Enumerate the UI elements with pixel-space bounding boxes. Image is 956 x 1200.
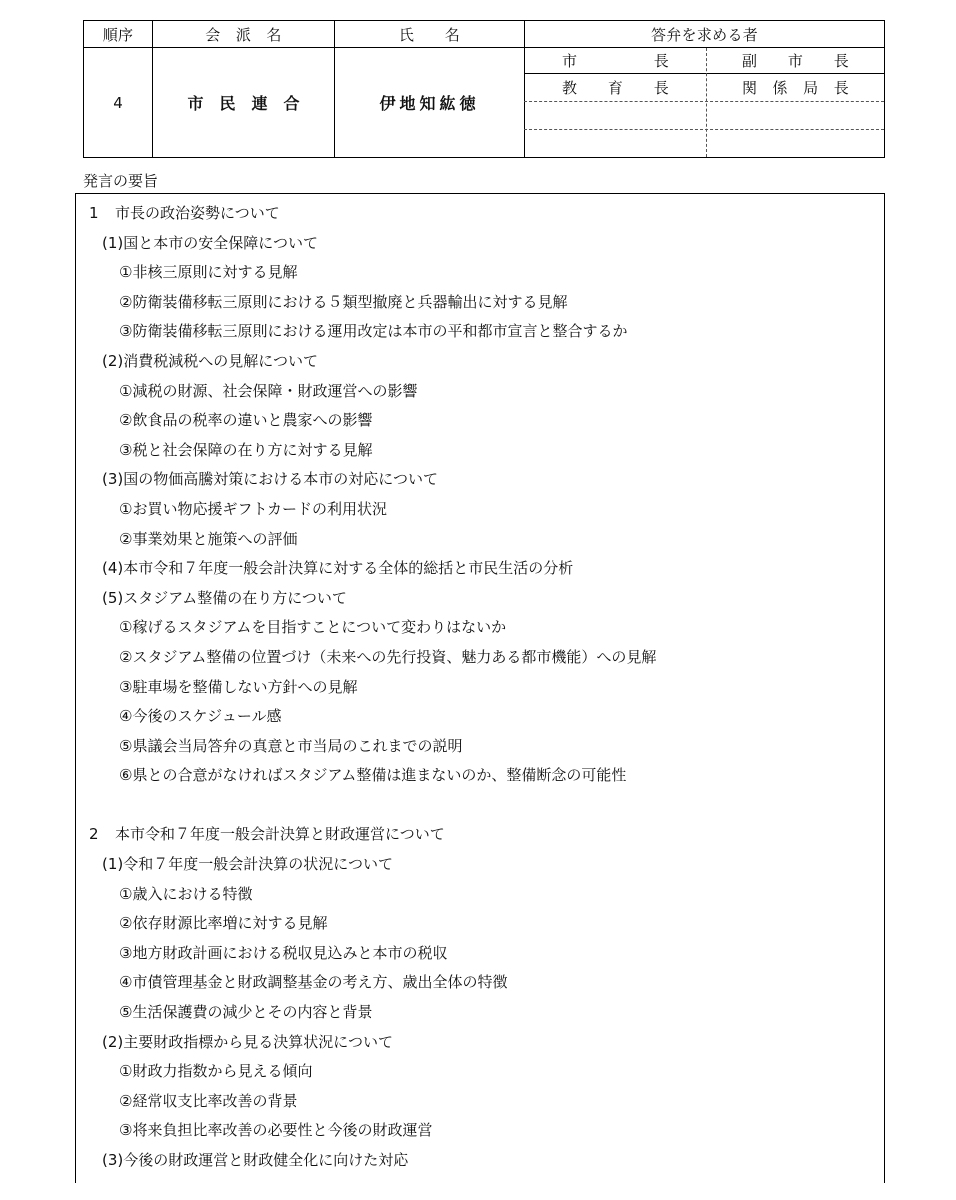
item-text: ④今後のスケジュール感 <box>119 707 282 726</box>
speaker-order: 4 <box>113 93 123 112</box>
header-respondents-label: 答弁を求める者 <box>650 25 759 44</box>
subtopic-item <box>76 347 884 377</box>
detail-item <box>76 613 884 643</box>
header-name-label: 氏 名 <box>398 25 461 44</box>
detail-item <box>76 909 884 939</box>
item-text: ⑤県議会当局答弁の真意と市当局のこれまでの説明 <box>119 736 463 755</box>
section-label: 発言の要旨 <box>83 172 159 190</box>
speech-summary-box <box>75 193 885 1183</box>
detail-item <box>76 317 884 347</box>
item-text: ⑤生活保護費の減少とその内容と背景 <box>119 1003 373 1022</box>
speech-item-list <box>76 199 884 1176</box>
item-text: ③将来負担比率改善の必要性と今後の財政運営 <box>119 1121 433 1140</box>
detail-item <box>76 258 884 288</box>
item-text: ②スタジアム整備の位置づけ（未来への先行投資、魅力ある都市機能）への見解 <box>119 647 657 666</box>
item-text: ②事業効果と施策への評価 <box>119 529 298 548</box>
item-text: (3)今後の財政運営と財政健全化に向けた対応 <box>102 1151 409 1169</box>
item-text: ①お買い物応援ギフトカードの利用状況 <box>119 499 387 518</box>
detail-item <box>76 702 884 732</box>
blank-line <box>76 791 884 821</box>
subtopic-item <box>76 554 884 584</box>
detail-item <box>76 377 884 407</box>
item-text: ②防衛装備移転三原則における５類型撤廃と兵器輸出に対する見解 <box>119 292 568 311</box>
detail-item <box>76 525 884 555</box>
header-order-label: 順序 <box>102 25 134 44</box>
topic-number: 1 <box>89 204 99 222</box>
detail-item <box>76 1116 884 1146</box>
item-text: (5)スタジアム整備の在り方について <box>102 588 347 607</box>
detail-item <box>76 1057 884 1087</box>
detail-item <box>76 643 884 673</box>
item-text: ②経常収支比率改善の背景 <box>119 1091 298 1110</box>
item-text: ②飲食品の税率の違いと農家への影響 <box>119 411 373 430</box>
item-text: ⑥県との合意がなければスタジアム整備は進まないのか、整備断念の可能性 <box>119 766 627 785</box>
item-text: ①財政力指数から見える傾向 <box>119 1062 313 1081</box>
detail-item <box>76 495 884 525</box>
topic-heading <box>76 820 884 850</box>
item-text: 市長の政治姿勢について <box>115 204 280 222</box>
topic-heading <box>76 199 884 229</box>
respondent-education-superintendent: 教 育 長 <box>561 79 670 97</box>
speaker-name: 伊地知紘徳 <box>379 94 480 113</box>
subtopic-item <box>76 1028 884 1058</box>
respondent-mayor: 市 長 <box>561 52 670 70</box>
item-text: ①非核三原則に対する見解 <box>119 263 298 282</box>
item-text: ③税と社会保障の在り方に対する見解 <box>119 440 373 459</box>
item-text: ③駐車場を整備しない方針への見解 <box>119 677 358 696</box>
detail-item <box>76 436 884 466</box>
item-text: ③地方財政計画における税収見込みと本市の税収 <box>119 943 448 962</box>
detail-item <box>76 1087 884 1117</box>
detail-item <box>76 998 884 1028</box>
item-text: (3)国の物価高騰対策における本市の対応について <box>102 470 438 489</box>
item-text: 本市令和７年度一般会計決算と財政運営について <box>115 825 445 844</box>
item-text: ④市債管理基金と財政調整基金の考え方、歳出全体の特徴 <box>119 973 508 992</box>
subtopic-item <box>76 584 884 614</box>
detail-item <box>76 968 884 998</box>
subtopic-item <box>76 229 884 259</box>
item-text: (4)本市令和７年度一般会計決算に対する全体的総括と市民生活の分析 <box>102 559 574 578</box>
detail-item <box>76 732 884 762</box>
item-text: ③防衛装備移転三原則における運用改定は本市の平和都市宣言と整合するか <box>119 322 628 341</box>
detail-item <box>76 880 884 910</box>
item-text: (2)消費税減税への見解について <box>102 351 318 370</box>
subtopic-item <box>76 1146 884 1176</box>
speaker-info-table <box>83 20 885 158</box>
item-text: (1)令和７年度一般会計決算の状況について <box>102 855 393 874</box>
detail-item <box>76 939 884 969</box>
faction-name: 市 民 連 合 <box>187 94 300 113</box>
detail-item <box>76 761 884 791</box>
item-text: ①稼げるスタジアムを目指すことについて変わりはないか <box>119 618 507 637</box>
header-faction-label: 会 派 名 <box>205 25 282 44</box>
detail-item <box>76 288 884 318</box>
item-text: (1)国と本市の安全保障について <box>102 233 318 252</box>
detail-item <box>76 673 884 703</box>
item-text: ①減税の財源、社会保障・財政運営への影響 <box>119 381 418 400</box>
subtopic-item <box>76 850 884 880</box>
subtopic-item <box>76 465 884 495</box>
respondent-deputy-mayor: 副 市 長 <box>741 52 850 70</box>
item-text: ①歳入における特徴 <box>119 884 253 903</box>
topic-number: 2 <box>89 825 99 844</box>
item-text: (2)主要財政指標から見る決算状況について <box>102 1032 393 1051</box>
item-text: ②依存財源比率増に対する見解 <box>119 914 328 933</box>
detail-item <box>76 406 884 436</box>
respondent-bureau-heads: 関 係 局 長 <box>741 79 850 97</box>
